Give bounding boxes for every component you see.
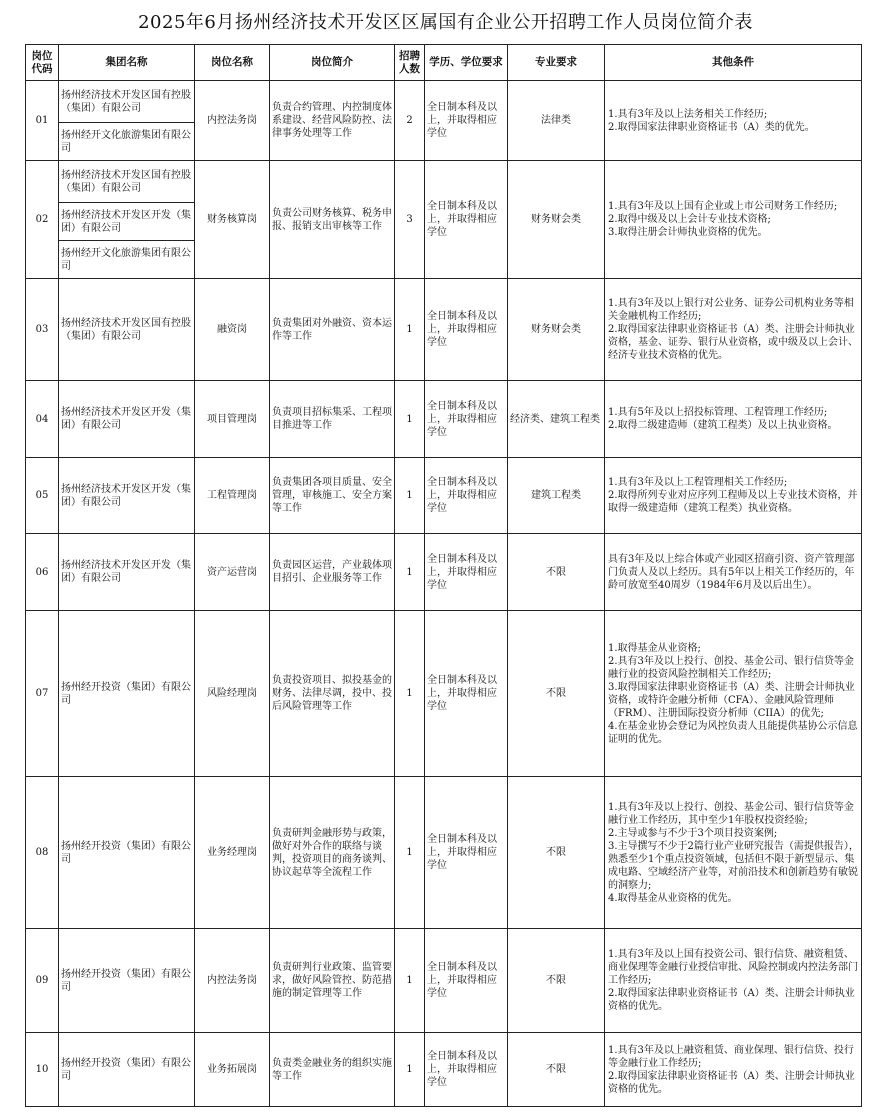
table-row <box>26 611 862 777</box>
group-name: 扬州经开投资（集团）有限公司 <box>59 777 195 929</box>
hire-count: 1 <box>395 279 425 381</box>
header-group: 集团名称 <box>59 45 195 81</box>
table-row <box>26 534 862 611</box>
condition-line: 1.具有3年及以上银行对公业务、证券公司机构业务等相关金融机构工作经历; <box>608 298 854 322</box>
group-name: 扬州经开文化旅游集团有限公司 <box>59 241 195 279</box>
position-code: 05 <box>26 458 59 534</box>
major-requirement: 财务财会类 <box>508 279 605 381</box>
position-code: 06 <box>26 534 59 611</box>
education-requirement: 全日制本科及以上，并取得相应学位 <box>425 534 508 611</box>
position-name: 风险经理岗 <box>195 611 270 777</box>
major-requirement: 不限 <box>508 611 605 777</box>
hire-count: 1 <box>395 929 425 1033</box>
education-requirement: 全日制本科及以上，并取得相应学位 <box>425 1033 508 1107</box>
condition-line: 2.取得所列专业对应序列工程师及以上专业技术资格，并取得一级建造师（建筑工程类）执业资格。 <box>608 490 858 514</box>
header-count: 招聘人数 <box>395 45 425 81</box>
table-row <box>26 279 862 381</box>
other-conditions <box>605 458 862 534</box>
position-name: 资产运营岗 <box>195 534 270 611</box>
education-requirement: 全日制本科及以上，并取得相应学位 <box>425 279 508 381</box>
header-code: 岗位代码 <box>26 45 59 81</box>
major-requirement: 不限 <box>508 777 605 929</box>
major-requirement: 财务财会类 <box>508 161 605 279</box>
position-name: 内控法务岗 <box>195 81 270 161</box>
other-conditions <box>605 929 862 1033</box>
position-intro: 负责投资项目、拟投基金的财务、法律尽调，投中、投后风险管理等工作 <box>270 611 395 777</box>
hire-count: 1 <box>395 1033 425 1107</box>
hire-count: 3 <box>395 161 425 279</box>
position-name: 业务经理岗 <box>195 777 270 929</box>
table-row <box>26 777 862 929</box>
position-code: 08 <box>26 777 59 929</box>
position-intro: 负责研判金融形势与政策，做好对外合作的联络与谈判，投资项目的商务谈判、协议起草等全流程工作 <box>270 777 395 929</box>
major-requirement: 不限 <box>508 929 605 1033</box>
hire-count: 1 <box>395 458 425 534</box>
table-row <box>26 458 862 534</box>
group-name: 扬州经济技术开发区国有控股（集团）有限公司 <box>59 279 195 381</box>
header-intro: 岗位简介 <box>270 45 395 81</box>
position-code: 04 <box>26 381 59 458</box>
table-row <box>26 381 862 458</box>
other-conditions <box>605 279 862 381</box>
position-intro: 负责类金融业务的组织实施等工作 <box>270 1033 395 1107</box>
condition-line: 4.在基金业协会登记为风控负责人且能提供基协公示信息证明的优先。 <box>608 720 858 745</box>
table-row <box>26 161 862 203</box>
other-conditions <box>605 611 862 777</box>
position-intro: 负责公司财务核算、税务申报、报销支出审核等工作 <box>270 161 395 279</box>
position-code: 01 <box>26 81 59 161</box>
position-intro: 负责园区运营，产业载体项目招引、企业服务等工作 <box>270 534 395 611</box>
education-requirement: 全日制本科及以上，并取得相应学位 <box>425 161 508 279</box>
condition-line: 2.主导或参与不少于3个项目投资案例; <box>608 827 778 839</box>
condition-line: 2.取得国家法律职业资格证书（A）类、注册会计师执业资格，基金、证券、银行从业资格，或中级及以上会计、经济专业技术资格的优先。 <box>608 324 858 361</box>
position-code: 07 <box>26 611 59 777</box>
position-intro: 负责集团对外融资、资本运作等工作 <box>270 279 395 381</box>
group-name: 扬州经济技术开发区开发（集团）有限公司 <box>59 458 195 534</box>
document-title: 2025年6月扬州经济技术开发区区属国有企业公开招聘工作人员岗位简介表 <box>138 12 753 33</box>
hire-count: 1 <box>395 777 425 929</box>
major-requirement: 建筑工程类 <box>508 458 605 534</box>
group-name: 扬州经开投资（集团）有限公司 <box>59 929 195 1033</box>
education-requirement: 全日制本科及以上，并取得相应学位 <box>425 611 508 777</box>
header-position: 岗位名称 <box>195 45 270 81</box>
condition-line: 1.具有3年及以上国有投资公司、银行信贷、融资租赁、商业保理等金融行业授信审批、风险控制或内控法务部门工作经历; <box>608 949 858 986</box>
group-name: 扬州经开投资（集团）有限公司 <box>59 1033 195 1107</box>
group-name: 扬州经济技术开发区国有控股（集团）有限公司 <box>59 161 195 203</box>
position-name: 项目管理岗 <box>195 381 270 458</box>
position-intro: 负责合约管理、内控制度体系建设、经营风险防控、法律事务处理等工作 <box>270 81 395 161</box>
condition-line: 1.具有3年及以上投行、创投、基金公司、银行信贷等金融行业工作经历，其中至少1年股权投资经验; <box>608 801 854 826</box>
group-name: 扬州经济技术开发区开发（集团）有限公司 <box>59 381 195 458</box>
header-other: 其他条件 <box>605 45 862 81</box>
major-requirement: 不限 <box>508 534 605 611</box>
condition-line: 2.取得国家法律职业资格证书（A）类、注册会计师执业资格的优先。 <box>608 988 855 1012</box>
education-requirement: 全日制本科及以上，并取得相应学位 <box>425 81 508 161</box>
condition-line: 3.取得注册会计师执业资格的优先。 <box>608 227 768 238</box>
condition-line: 3.主导撰写不少于2篇行业产业研究报告（需提供报告），熟悉至少1个重点投资领域，包括但不限于新型显示、集成电路、空域经济产业等，对前沿技术和创新趋势有敏锐的洞察力; <box>608 840 859 891</box>
condition-line: 具有3年及以上综合体或产业园区招商引资、资产管理部门负责人及以上经历。具有5年以上相关工作经历的，年龄可放宽至40周岁（1984年6月及以后出生）。 <box>608 553 855 591</box>
condition-line: 1.具有3年及以上融资租赁、商业保理、银行信贷、投行等金融行业工作经历; <box>608 1044 854 1069</box>
condition-line: 4.取得基金从业资格的优先。 <box>608 892 738 904</box>
position-name: 业务拓展岗 <box>195 1033 270 1107</box>
other-conditions <box>605 81 862 161</box>
major-requirement: 不限 <box>508 1033 605 1107</box>
group-name: 扬州经开投资（集团）有限公司 <box>59 611 195 777</box>
hire-count: 1 <box>395 534 425 611</box>
condition-line: 3.取得国家法律职业资格证书（A）类、注册会计师执业资格，或特许金融分析师（CFA）、金融风险管理师（FRM）、注册国际投资分析师（CIIA）的优先; <box>608 681 855 719</box>
condition-line: 1.具有3年及以上工程管理相关工作经历; <box>608 477 788 488</box>
position-code: 09 <box>26 929 59 1033</box>
positions-table <box>25 44 862 1107</box>
condition-line: 1.具有3年及以上法务相关工作经历; <box>608 108 768 120</box>
education-requirement: 全日制本科及以上，并取得相应学位 <box>425 458 508 534</box>
condition-line: 2.取得中级及以上会计专业技术资格; <box>608 214 771 225</box>
position-code: 02 <box>26 161 59 279</box>
education-requirement: 全日制本科及以上，并取得相应学位 <box>425 777 508 929</box>
other-conditions <box>605 534 862 611</box>
hire-count: 1 <box>395 611 425 777</box>
major-requirement: 经济类、建筑工程类 <box>508 381 605 458</box>
hire-count: 2 <box>395 81 425 161</box>
position-name: 工程管理岗 <box>195 458 270 534</box>
table-header-row <box>26 45 862 81</box>
position-code: 03 <box>26 279 59 381</box>
table-row <box>26 1033 862 1107</box>
position-intro: 负责集团各项目质量、安全管理，审核施工、安全方案等工作 <box>270 458 395 534</box>
education-requirement: 全日制本科及以上，并取得相应学位 <box>425 381 508 458</box>
condition-line: 1.具有5年及以上招投标管理、工程管理工作经历; <box>608 407 828 418</box>
other-conditions <box>605 381 862 458</box>
condition-line: 2.具有3年及以上投行、创投、基金公司、银行信贷等金融行业的投资风险控制相关工作经历; <box>608 655 854 680</box>
position-code: 10 <box>26 1033 59 1107</box>
position-name: 内控法务岗 <box>195 929 270 1033</box>
group-name: 扬州经济技术开发区国有控股（集团）有限公司 <box>59 81 195 123</box>
group-name: 扬州经开文化旅游集团有限公司 <box>59 123 195 161</box>
major-requirement: 法律类 <box>508 81 605 161</box>
other-conditions <box>605 1033 862 1107</box>
position-intro: 负责项目招标集采、工程项目推进等工作 <box>270 381 395 458</box>
position-name: 融资岗 <box>195 279 270 381</box>
header-major: 专业要求 <box>508 45 605 81</box>
table-row <box>26 929 862 1033</box>
other-conditions <box>605 777 862 929</box>
education-requirement: 全日制本科及以上，并取得相应学位 <box>425 929 508 1033</box>
header-education: 学历、学位要求 <box>425 45 508 81</box>
group-name: 扬州经济技术开发区开发（集团）有限公司 <box>59 203 195 241</box>
table-row <box>26 81 862 123</box>
position-name: 财务核算岗 <box>195 161 270 279</box>
position-intro: 负责研判行业政策、监管要求，做好风险管控、防范措施的制定管理等工作 <box>270 929 395 1033</box>
other-conditions <box>605 161 862 279</box>
group-name: 扬州经济技术开发区开发（集团）有限公司 <box>59 534 195 611</box>
condition-line: 2.取得国家法律职业资格证书（A）类的优先。 <box>608 121 815 133</box>
condition-line: 2.取得国家法律职业资格证书（A）类、注册会计师执业资格的优先。 <box>608 1070 855 1095</box>
hire-count: 1 <box>395 381 425 458</box>
condition-line: 1.取得基金从业资格; <box>608 642 701 654</box>
condition-line: 1.具有3年及以上国有企业或上市公司财务工作经历; <box>608 201 838 212</box>
condition-line: 2.取得二级建造师（建筑工程类）及以上执业资格。 <box>608 420 838 431</box>
